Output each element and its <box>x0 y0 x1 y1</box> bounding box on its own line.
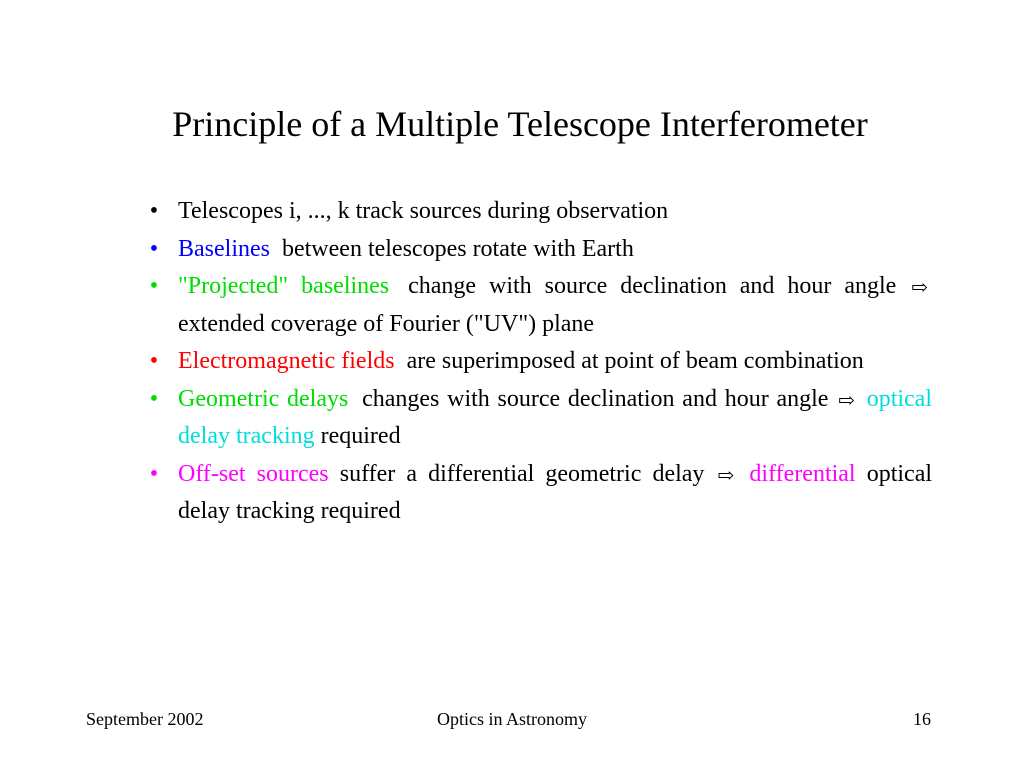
bullet-item <box>140 456 932 531</box>
bullet-text: extended coverage of Fourier ("UV") plane <box>178 310 595 337</box>
bullet-list <box>140 193 932 531</box>
bullet-text: change with source declination and hour angle <box>408 273 897 299</box>
bullet-text: Telescopes i, ..., k track sources during observation <box>178 198 669 224</box>
footer-course-title: Optics in Astronomy <box>436 709 587 729</box>
bullet-item <box>140 231 932 269</box>
highlighted-term: differential <box>749 460 856 487</box>
bullet-marker: • <box>149 198 159 224</box>
bullet-text: changes with source declination and hour angle <box>362 385 829 412</box>
bullet-marker: • <box>149 385 159 412</box>
bullet-item <box>140 268 932 343</box>
slide-title: Principle of a Multiple Telescope Interferometer <box>172 104 868 144</box>
bullet-text: between telescopes rotate with Earth <box>281 235 634 262</box>
implies-arrow-icon: ⇨ <box>838 389 855 412</box>
bullet-text: required <box>320 423 401 449</box>
bullet-marker: • <box>149 235 159 262</box>
bullet-marker: • <box>149 460 159 487</box>
highlighted-term: Geometric delays <box>178 385 349 412</box>
bullet-marker: • <box>149 348 159 374</box>
bullet-text: are superimposed at point of beam combination <box>406 348 864 374</box>
highlighted-term: Off-set sources <box>178 460 329 487</box>
implies-arrow-icon: ⇨ <box>911 277 929 299</box>
highlighted-term: optical delay tracking <box>178 385 932 449</box>
bullet-item <box>140 193 932 231</box>
bullet-item <box>140 381 932 456</box>
highlighted-term: "Projected" baselines <box>178 273 390 299</box>
bullet-marker: • <box>149 273 159 299</box>
bullet-item <box>140 343 932 381</box>
highlighted-term: Electromagnetic fields <box>178 348 395 374</box>
bullet-text: optical delay tracking required <box>178 460 933 524</box>
footer-date: September 2002 <box>86 709 204 729</box>
bullet-text: suffer a differential geometric delay <box>339 460 705 487</box>
implies-arrow-icon: ⇨ <box>717 464 735 487</box>
footer-page-number: 16 <box>913 709 931 729</box>
highlighted-term: Baselines <box>178 235 270 262</box>
